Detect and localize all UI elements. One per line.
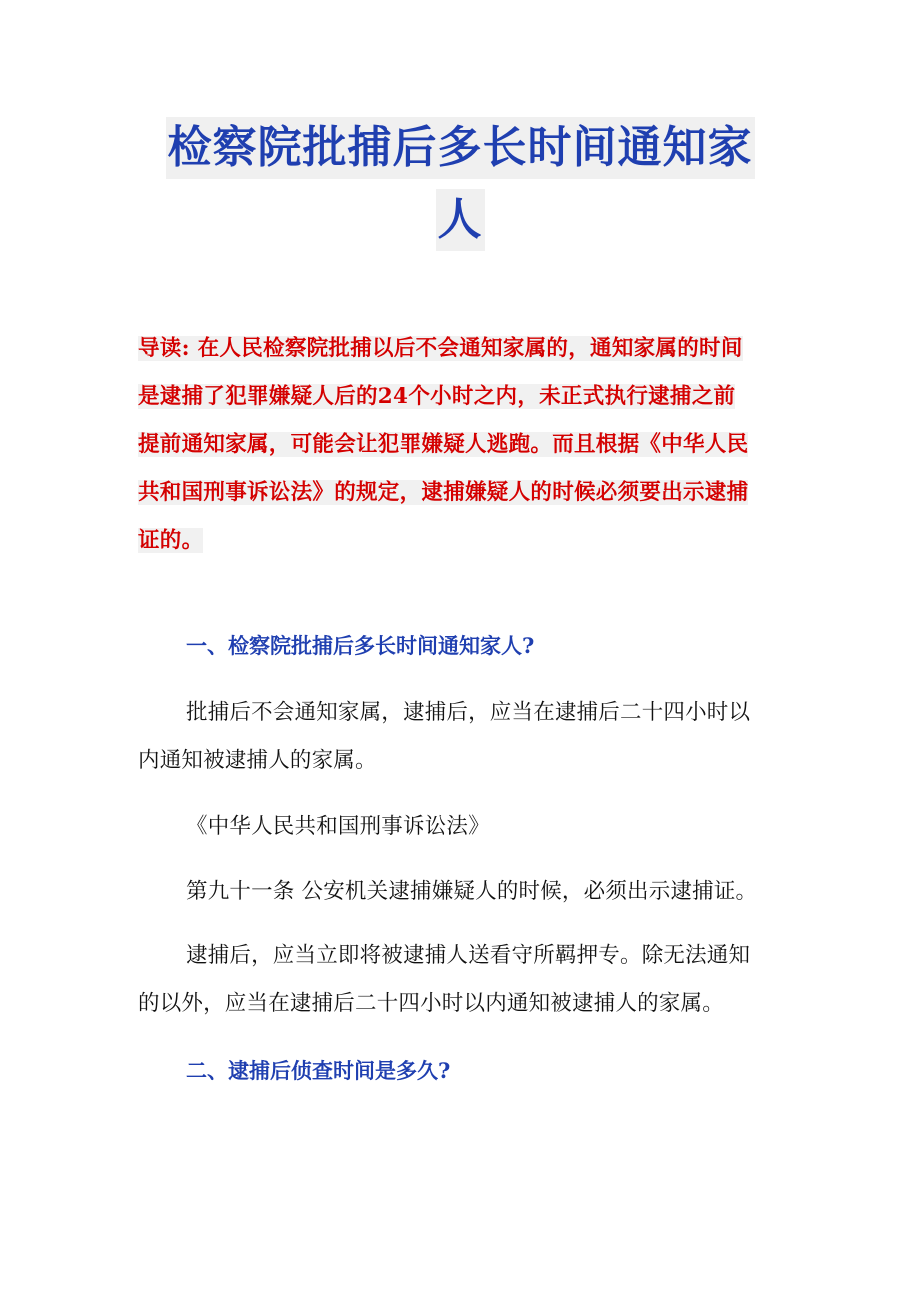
intro-line: 提前通知家属，可能会让犯罪嫌疑人逃跑。而且根据《中华人民 — [138, 432, 749, 457]
intro-line: 导读: 在人民检察院批捕以后不会通知家属的，通知家属的时间 — [138, 336, 743, 361]
paragraph-line: 批捕后不会通知家属，逮捕后，应当在逮捕后二十四小时以 — [186, 700, 751, 725]
section-1-heading: 一、检察院批捕后多长时间通知家人? — [186, 633, 535, 658]
intro-line: 证的。 — [138, 528, 204, 553]
title-line-2: 人 — [436, 189, 485, 251]
page-title — [0, 117, 920, 251]
law-title — [138, 803, 788, 851]
intro-line: 共和国刑事诉讼法》的规定，逮捕嫌疑人的时候必须要出示逮捕 — [138, 480, 749, 505]
paragraph-line: 逮捕后，应当立即将被逮捕人送看守所羁押专。除无法通知 — [186, 943, 751, 968]
paragraph-line: 内通知被逮捕人的家属。 — [138, 748, 377, 773]
paragraph-line: 《中华人民共和国刑事诉讼法》 — [186, 814, 490, 839]
intro-summary — [138, 325, 784, 565]
section-1-paragraph-1 — [138, 689, 788, 785]
article-91 — [138, 868, 788, 916]
section-2-heading: 二、逮捕后侦查时间是多久? — [186, 1058, 451, 1083]
intro-line: 是逮捕了犯罪嫌疑人后的24个小时之内，未正式执行逮捕之前 — [138, 384, 736, 409]
section-1-paragraph-2 — [138, 932, 788, 1028]
paragraph-line: 的以外，应当在逮捕后二十四小时以内通知被逮捕人的家属。 — [138, 991, 724, 1016]
title-line-1: 检察院批捕后多长时间通知家 — [166, 117, 755, 179]
paragraph-line: 第九十一条 公安机关逮捕嫌疑人的时候，必须出示逮捕证。 — [186, 879, 758, 904]
